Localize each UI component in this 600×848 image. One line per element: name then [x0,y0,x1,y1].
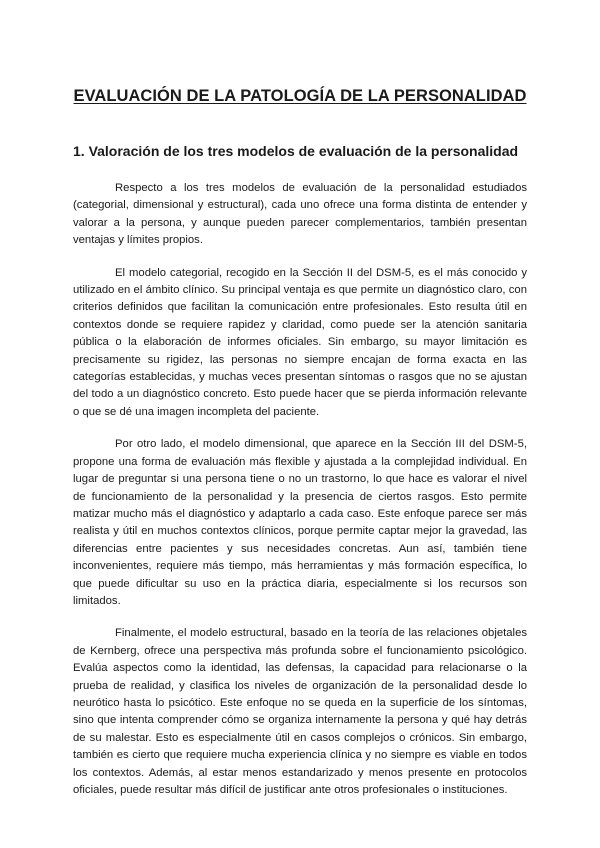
paragraph-categorial-model: El modelo categorial, recogido en la Sección II del DSM-5, es el más conocido y utilizado en el ámbito clínico. Su principal ventaja es que permite un diagnóstico claro, con criterios definidos que facilitan la comunicación entre profesionales. Esto resulta útil en contextos donde se requiere rapidez y claridad, como puede ser la atención sanitaria pública o la elaboración de informes oficiales. Sin embargo, su mayor limitación es precisamente su rigidez, las personas no siempre encajan de forma exacta en las categorías establecidas, y muchas veces presentan síntomas o rasgos que no se ajustan del todo a un diagnóstico concreto. Esto puede hacer que se pierda información relevante o que se dé una imagen incompleta del paciente. [73,266,527,418]
document-title: EVALUACIÓN DE LA PATOLOGÍA DE LA PERSONALIDAD [73,87,527,105]
paragraph-structural-model: Finalmente, el modelo estructural, basado en la teoría de las relaciones objetales de Kernberg, ofrece una perspectiva más profunda sobre el funcionamiento psicológico. Evalúa aspectos como la identidad, las defensas, la capacidad para relacionarse o la prueba de realidad, y clasifica los niveles de organización de la personalidad desde lo neurótico hasta lo psicótico. Este enfoque no se queda en la superficie de los síntomas, sino que intenta comprender cómo se organiza internamente la persona y qué hay detrás de su malestar. Esto es especialmente útil en casos complejos o crónicos. Sin embargo, también es cierto que requiere mucha experiencia clínica y no siempre es viable en todos los contextos. Además, al estar menos estandarizado y menos presente en protocolos oficiales, puede resultar más difícil de justificar ante otros profesionales o instituciones. [73,627,527,796]
paragraph-intro: Respecto a los tres modelos de evaluación de la personalidad estudiados (categorial, dimensional y estructural), cada uno ofrece una forma distinta de entender y valorar a la persona, y aunque pueden parecer complementarios, también presentan ventajas y límites propios. [73,182,527,247]
paragraph-dimensional-model: Por otro lado, el modelo dimensional, que aparece en la Sección III del DSM-5, propone una forma de evaluación más flexible y ajustada a la complejidad individual. En lugar de preguntar si una persona tiene o no un trastorno, lo que hace es valorar el nivel de funcionamiento de la personalidad y la presencia de ciertos rasgos. Esto permite matizar mucho más el diagnóstico y adaptarlo a cada caso. Este enfoque parece ser más realista y útil en muchos contextos clínicos, porque permite captar mejor la gravedad, las diferencias entre pacientes y sus necesidades concretas. Aun así, también tiene inconvenientes, requiere más tiempo, más herramientas y más formación específica, lo que puede dificultar su uso en la práctica diaria, especialmente si los recursos son limitados. [73,438,527,607]
section-heading: 1. Valoración de los tres modelos de evaluación de la personalidad [73,143,519,159]
